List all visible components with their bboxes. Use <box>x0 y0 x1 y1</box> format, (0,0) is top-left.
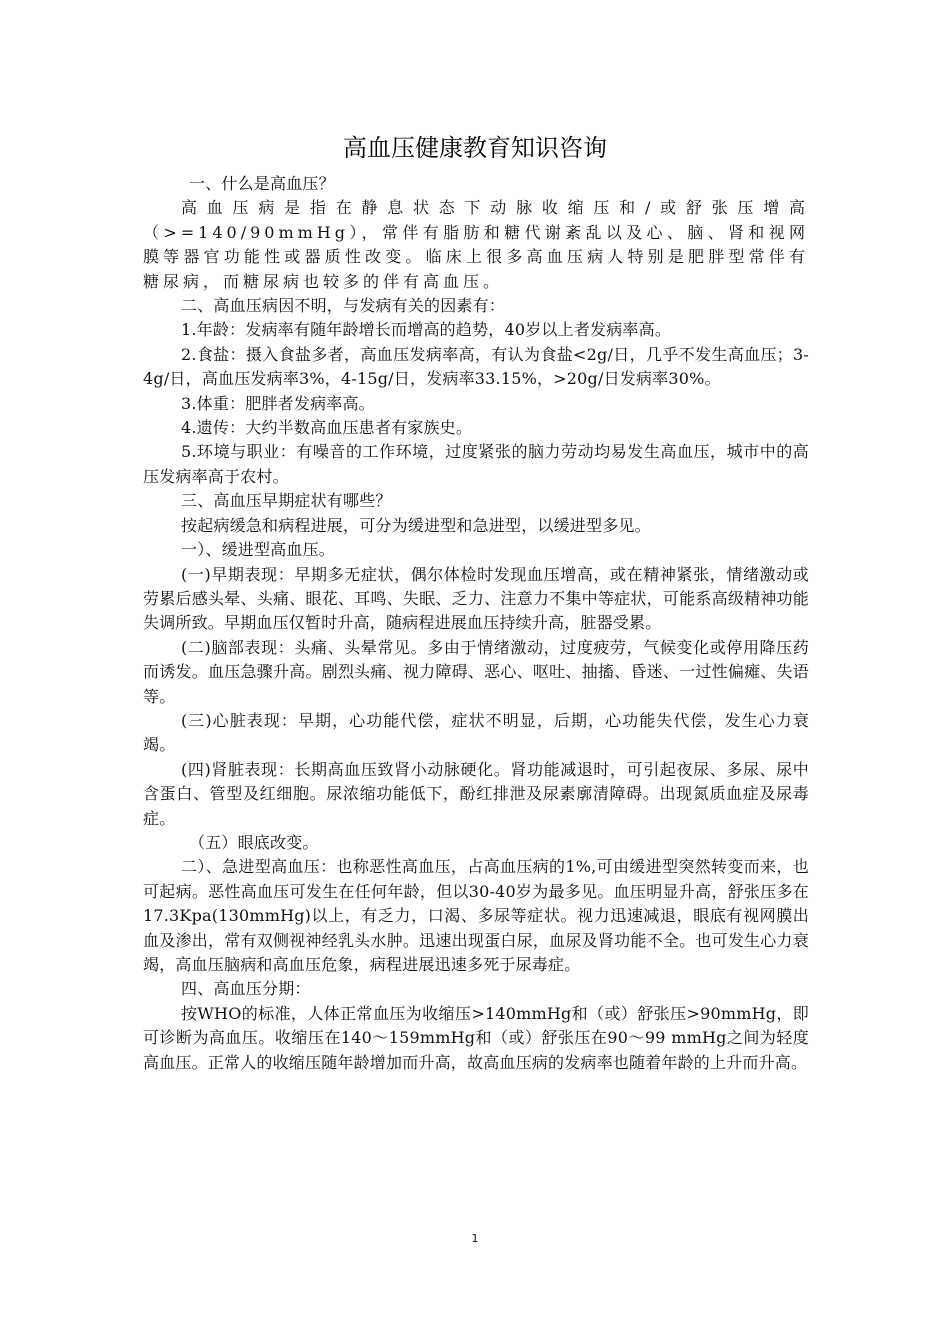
factor-salt: 2.食盐：摄入食盐多者，高血压发病率高，有认为食盐<2g/日，几乎不发生高血压；3-4g/日，高血压发病率3%，4-15g/日，发病率33.15%，>20g/日发病率30%。 <box>143 344 809 389</box>
document-body <box>143 172 809 1075</box>
document-title: 高血压健康教育知识咨询 <box>343 134 607 162</box>
section-heading-4: 四、高血压分期： <box>181 979 311 999</box>
paragraph-malignant: 二）、急进型高血压：也称恶性高血压，占高血压病的1%,可由缓进型突然转变而来，也可起病。恶性高血压可发生在任何年龄，但以30-40岁为最多见。血压明显升高，舒张压多在17.3Kpa(130mmHg)以上，有乏力，口渴、多尿等症状。视力迅速减退，眼底有视网膜出血及渗出，常有双侧视神经乳头水肿。迅速出现蛋白尿，血尿及肾功能不全。也可发生心力衰竭，高血压脑病和高血压危象，病程进展迅速多死于尿毒症。 <box>143 857 809 974</box>
factor-age: 1.年龄：发病率有随年龄增长而增高的趋势，40岁以上者发病率高。 <box>181 320 672 340</box>
section-heading-3: 三、高血压早期症状有哪些？ <box>181 491 392 511</box>
factor-weight: 3.体重：肥胖者发病率高。 <box>181 393 375 413</box>
factor-environment: 5.环境与职业：有噪音的工作环境，过度紧张的脑力劳动均易发生高血压，城市中的高压发病率高于农村。 <box>143 442 809 486</box>
paragraph-definition: 高血压病是指在静息状态下动脉收缩压和/或舒张压增高（>=140/90mmHg），常伴有脂肪和糖代谢紊乱以及心、脑、肾和视网膜等器官功能性或器质性改变。临床上很多高血压病人特别是肥胖型常伴有糖尿病，而糖尿病也较多的伴有高血压。 <box>143 198 809 291</box>
factor-heredity: 4.遗传：大约半数高血压患者有家族史。 <box>181 418 473 438</box>
subheading-slow-type: 一）、缓进型高血压。 <box>181 540 336 560</box>
symptom-heart: (三)心脏表现：早期，心功能代偿，症状不明显，后期，心功能失代偿，发生心力衰竭。 <box>143 710 809 755</box>
page-number: 1 <box>471 1232 479 1245</box>
symptom-early: (一)早期表现：早期多无症状，偶尔体检时发现血压增高，或在精神紧张，情绪激动或劳累后感头晕、头痛、眼花、耳鸣、失眠、乏力、注意力不集中等症状，可能系高级精神功能失调所致。早期血压仅暂时升高，随病程进展血压持续升高，脏器受累。 <box>143 564 809 633</box>
section-heading-1: 一、什么是高血压？ <box>189 174 335 193</box>
paragraph-staging: 按WHO的标准，人体正常血压为收缩压>140mmHg和（或）舒张压>90mmHg，即可诊断为高血压。收缩压在140～159mmHg和（或）舒张压在90～99 mmHg之间为轻度高血压。正常人的收缩压随年龄增加而升高，故高血压病的发病率也随着年龄的上升而升高。 <box>143 1003 809 1072</box>
section-heading-2: 二、高血压病因不明，与发病有关的因素有： <box>181 296 506 316</box>
symptom-kidney: (四)肾脏表现：长期高血压致肾小动脉硬化。肾功能减退时，可引起夜尿、多尿、尿中含蛋白、管型及红细胞。尿浓缩功能低下，酚红排泄及尿素廓清障碍。出现氮质血症及尿毒症。 <box>143 759 809 828</box>
symptom-fundus: （五）眼底改变。 <box>189 832 319 852</box>
symptom-brain: (二)脑部表现：头痛、头晕常见。多由于情绪激动，过度疲劳，气候变化或停用降压药而诱发。血压急骤升高。剧烈头痛、视力障碍、恶心、呕吐、抽搐、昏迷、一过性偏瘫、失语等。 <box>143 637 809 706</box>
paragraph-classification: 按起病缓急和病程进展，可分为缓进型和急进型，以缓进型多见。 <box>181 515 651 535</box>
